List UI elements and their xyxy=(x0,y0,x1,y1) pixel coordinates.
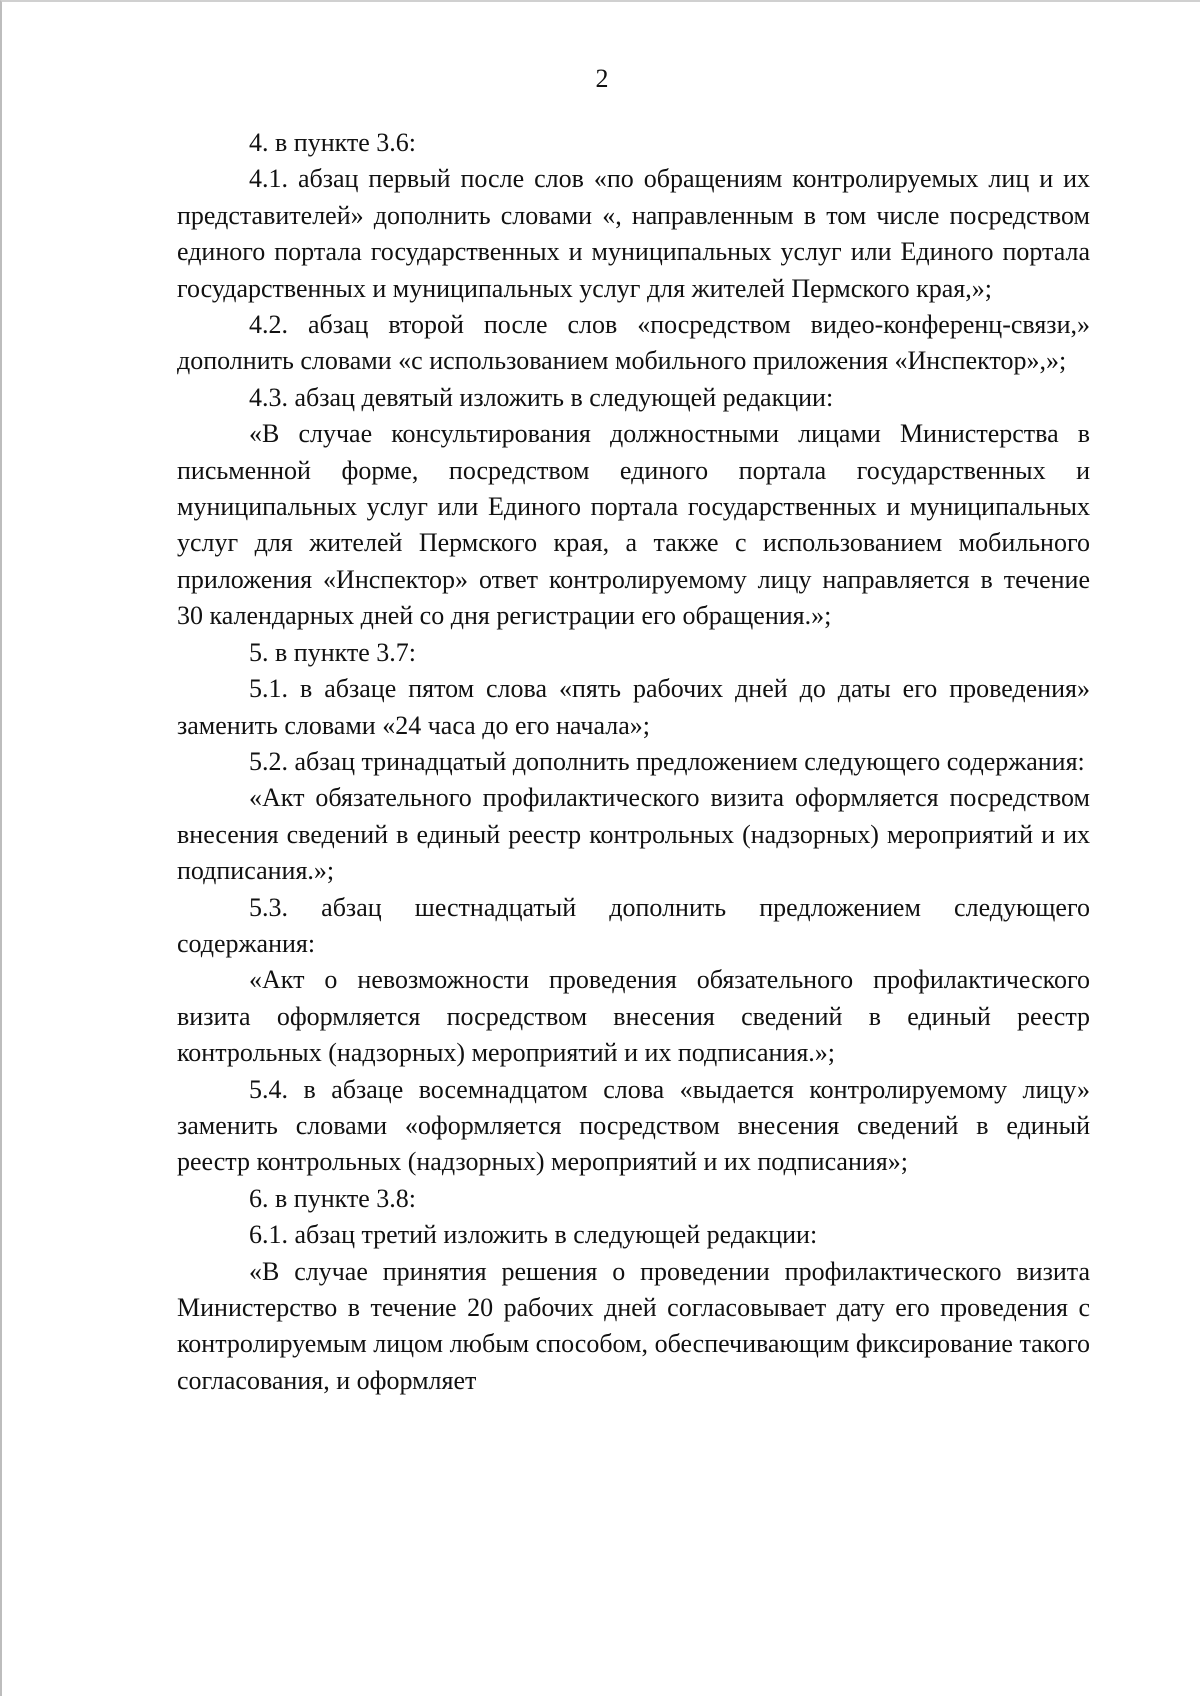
paragraph-4-3-quote: «В случае консультирования должностными лицами Министерства в письменной форме, посредством единого портала государственных и муниципальных услуг или Единого портала государственных и муниципальных услуг для жителей Пермского края, а также с использованием мобильного приложения «Инспектор» ответ контролируемому лицу направляется в течение 30 календарных дней со дня регистрации его обращения.»; xyxy=(177,419,1090,631)
paragraph-6: 6. в пункте 3.8: xyxy=(249,1183,417,1213)
paragraph-5-3-quote: «Акт о невозможности проведения обязательного профилактического визита оформляется посредством внесения сведений в единый реестр контрольных (надзорных) мероприятий и их подписания.»; xyxy=(177,965,1090,1068)
paragraph-5-2-quote: «Акт обязательного профилактического визита оформляется посредством внесения сведений в единый реестр контрольных (надзорных) мероприятий и их подписания.»; xyxy=(177,783,1090,886)
paragraph-5-2: 5.2. абзац тринадцатый дополнить предложением следующего содержания: xyxy=(249,746,1085,776)
document-body xyxy=(177,125,1090,1399)
paragraph-6-1-quote: «В случае принятия решения о проведении профилактического визита Министерство в течение 20 рабочих дней согласовывает дату его проведения с контролируемым лицом любым способом, обеспечивающим фиксирование такого согласования, и оформляет xyxy=(177,1256,1090,1395)
paragraph-5: 5. в пункте 3.7: xyxy=(249,637,417,667)
paragraph-4-2: 4.2. абзац второй после слов «посредством видео-конференц-связи,» дополнить словами «с использованием мобильного приложения «Инспектор»,»; xyxy=(177,310,1090,376)
paragraph-5-1: 5.1. в абзаце пятом слова «пять рабочих дней до даты его проведения» заменить словами «24 часа до его начала»; xyxy=(177,674,1090,740)
paragraph-6-1: 6.1. абзац третий изложить в следующей редакции: xyxy=(249,1220,818,1250)
page-number: 2 xyxy=(595,64,609,93)
paragraph-5-3: 5.3. абзац шестнадцатый дополнить предложением следующего содержания: xyxy=(177,892,1090,958)
paragraph-4-3: 4.3. абзац девятый изложить в следующей редакции: xyxy=(249,382,834,412)
paragraph-4-1: 4.1. абзац первый после слов «по обращениям контролируемых лиц и их представителей» дополнить словами «, направленным в том числе посредством единого портала государственных и муниципальных услуг или Единого портала государственных и муниципальных услуг для жителей Пермского края,»; xyxy=(177,164,1090,303)
paragraph-5-4: 5.4. в абзаце восемнадцатом слова «выдается контролируемому лицу» заменить словами «оформляется посредством внесения сведений в единый реестр контрольных (надзорных) мероприятий и их подписания»; xyxy=(177,1074,1090,1177)
paragraph-4: 4. в пункте 3.6: xyxy=(249,128,417,157)
